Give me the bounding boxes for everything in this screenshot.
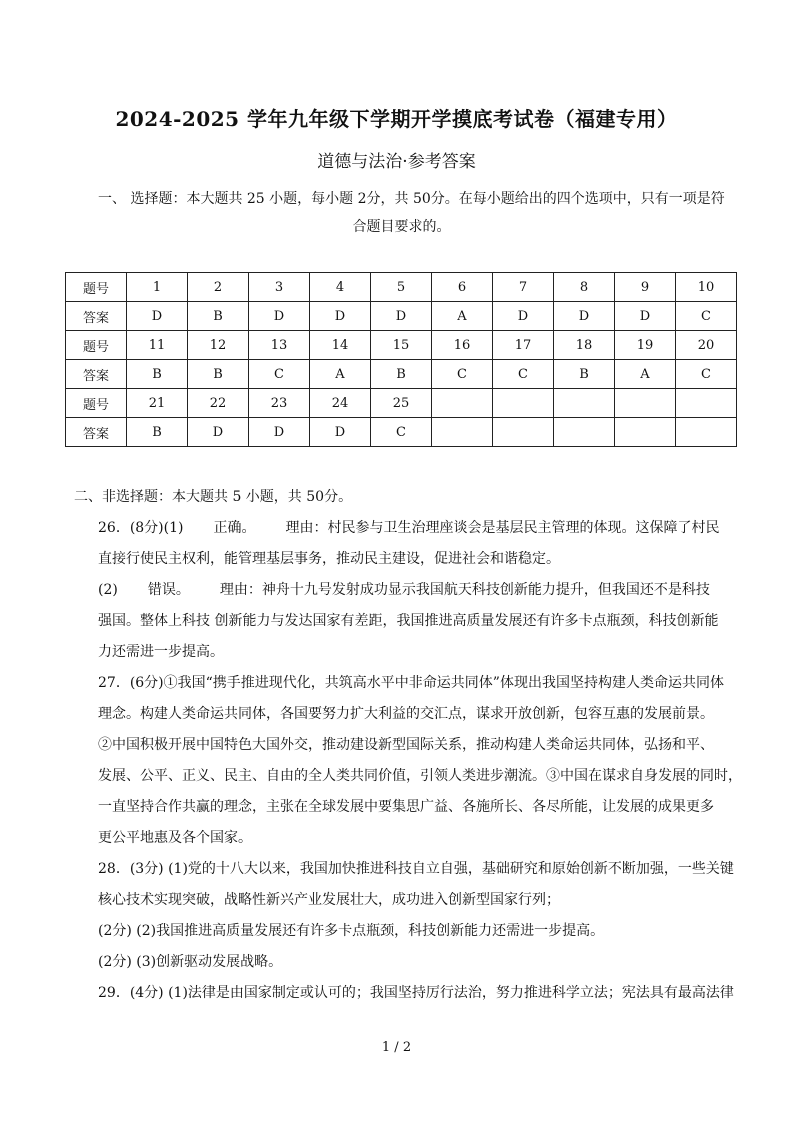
answer-cell: D — [310, 418, 371, 447]
answer-cell — [615, 418, 676, 447]
section-2 — [74, 482, 742, 1009]
q26-reason-1: 理由：村民参与卫生治理座谈会是基层民主管理的体现。这保障了村民 — [285, 520, 720, 536]
answer-cell: C — [676, 360, 737, 389]
question-number-cell — [676, 389, 737, 418]
q28-line: (2分) (3)创新驱动发展战略。 — [98, 954, 283, 970]
answer-cell — [432, 418, 493, 447]
page-number: 1 / 2 — [381, 1040, 412, 1055]
answer-cell: C — [432, 360, 493, 389]
answer-cell — [554, 418, 615, 447]
answer-row — [66, 302, 737, 331]
answer-cell: C — [493, 360, 554, 389]
q27-line: 一直坚持合作共赢的理念，主张在全球发展中要集思广益、各施所长、各尽所能，让发展的成果更多 — [98, 799, 714, 815]
q27-line: 发展、公平、正义、民主、自由的全人类共同价值，引领人类进步潮流。③中国在谋求自身发展的同时， — [98, 768, 742, 784]
page-subtitle: 道德与法治·参考答案 — [317, 152, 476, 172]
q27-line: ②中国积极开展中国特色大国外交，推动建设新型国际关系，推动构建人类命运共同体，弘扬和平、 — [98, 737, 714, 753]
section-1-instructions — [98, 185, 738, 241]
question-number-cell: 22 — [188, 389, 249, 418]
question-number-cell: 3 — [249, 273, 310, 302]
row-label-answer: 答案 — [66, 302, 127, 331]
answer-cell: B — [127, 360, 188, 389]
question-number-cell: 19 — [615, 331, 676, 360]
answer-cell: D — [127, 302, 188, 331]
question-number-cell: 20 — [676, 331, 737, 360]
q26-reason-2: 理由：神舟十九号发射成功显示我国航天科技创新能力提升，但我国还不是科技 — [219, 582, 710, 598]
answer-cell: D — [493, 302, 554, 331]
q27-line: 更公平地惠及各个国家。 — [98, 830, 252, 846]
row-label-answer: 答案 — [66, 360, 127, 389]
q27-line: 27．(6分)①我国“携手推进现代化，共筑高水平中非命运共同体”体现出我国坚持构建人类命运共同体 — [98, 675, 724, 691]
row-label-question: 题号 — [66, 389, 127, 418]
question-number-cell: 1 — [127, 273, 188, 302]
section-2-heading: 二、非选择题：本大题共 5 小题，共 50分。 — [74, 489, 353, 505]
answer-cell: D — [371, 302, 432, 331]
question-number-cell: 7 — [493, 273, 554, 302]
question-number-cell: 25 — [371, 389, 432, 418]
question-number-row — [66, 273, 737, 302]
answer-cell: B — [554, 360, 615, 389]
question-number-cell: 4 — [310, 273, 371, 302]
question-number-cell: 16 — [432, 331, 493, 360]
answer-cell — [493, 418, 554, 447]
answer-cell: C — [249, 360, 310, 389]
question-number-cell: 18 — [554, 331, 615, 360]
q27-line: 理念。构建人类命运共同体，各国要努力扩大利益的交汇点，谋求开放创新，包容互惠的发展前景。 — [98, 706, 714, 722]
question-number-cell — [432, 389, 493, 418]
answer-cell: D — [310, 302, 371, 331]
answer-cell: A — [615, 360, 676, 389]
question-number-cell: 13 — [249, 331, 310, 360]
answer-cell: D — [249, 418, 310, 447]
q28-line: 28．(3分) (1)党的十八大以来，我国加快推进科技自立自强，基础研究和原始创新不断加强，一些关键 — [98, 861, 734, 877]
q26-head: 26．(8分)(1) — [98, 520, 184, 536]
question-number-cell — [493, 389, 554, 418]
question-number-cell: 6 — [432, 273, 493, 302]
q26-line-4: 强国。整体上科技 创新能力与发达国家有差距，我国推进高质量发展还有许多卡点瓶颈，科技创新能 — [98, 613, 719, 629]
q26-line-3 — [74, 575, 734, 606]
answer-cell: D — [615, 302, 676, 331]
question-number-cell: 21 — [127, 389, 188, 418]
question-number-cell: 17 — [493, 331, 554, 360]
question-number-cell — [554, 389, 615, 418]
q28-line: (2分) (2)我国推进高质量发展还有许多卡点瓶颈，科技创新能力还需进一步提高。 — [98, 923, 605, 939]
answer-cell: A — [310, 360, 371, 389]
answer-cell — [676, 418, 737, 447]
row-label-question: 题号 — [66, 331, 127, 360]
question-number-cell: 9 — [615, 273, 676, 302]
q26-verdict-1: 正确。 — [213, 520, 256, 536]
answer-row — [66, 360, 737, 389]
answer-row — [66, 418, 737, 447]
answer-cell: D — [188, 418, 249, 447]
answer-cell: B — [188, 302, 249, 331]
answer-cell: A — [432, 302, 493, 331]
section-1-line-2: 合题目要求的。 — [352, 219, 451, 235]
answer-cell: D — [249, 302, 310, 331]
question-number-cell: 8 — [554, 273, 615, 302]
question-number-cell: 10 — [676, 273, 737, 302]
answer-cell: D — [554, 302, 615, 331]
q26-line-5: 力还需进一步提高。 — [98, 644, 224, 660]
question-number-cell: 23 — [249, 389, 310, 418]
answer-cell: B — [371, 360, 432, 389]
answer-cell: B — [188, 360, 249, 389]
question-number-cell: 2 — [188, 273, 249, 302]
page-title: 2024-2025 学年九年级下学期开学摸底考试卷（福建专用） — [115, 107, 678, 131]
row-label-answer: 答案 — [66, 418, 127, 447]
question-number-cell: 24 — [310, 389, 371, 418]
q29-line: 29．(4分) (1)法律是由国家制定或认可的；我国坚持厉行法治，努力推进科学立法；宪法具有最高法律 — [98, 985, 734, 1001]
q26-verdict-2: 错误。 — [147, 582, 190, 598]
answer-cell: C — [371, 418, 432, 447]
question-number-row — [66, 389, 737, 418]
question-number-cell: 12 — [188, 331, 249, 360]
question-number-cell: 11 — [127, 331, 188, 360]
question-number-cell: 14 — [310, 331, 371, 360]
section-1-line-1: 一、 选择题：本大题共 25 小题，每小题 2分，共 50分。在每小题给出的四个选项中，只有一项是符 — [98, 191, 725, 207]
question-number-cell: 5 — [371, 273, 432, 302]
q26-head-2: (2) — [98, 582, 118, 598]
row-label-question: 题号 — [66, 273, 127, 302]
answer-cell: B — [127, 418, 188, 447]
answer-cell: C — [676, 302, 737, 331]
question-number-cell: 15 — [371, 331, 432, 360]
question-number-cell — [615, 389, 676, 418]
answer-table — [65, 272, 737, 447]
q28-line: 核心技术实现突破，战略性新兴产业发展壮大，成功进入创新型国家行列； — [98, 892, 560, 908]
q26-line-2: 直接行使民主权利，能管理基层事务，推动民主建设，促进社会和谐稳定。 — [98, 551, 560, 567]
question-number-row — [66, 331, 737, 360]
q26-line-1 — [74, 513, 734, 544]
